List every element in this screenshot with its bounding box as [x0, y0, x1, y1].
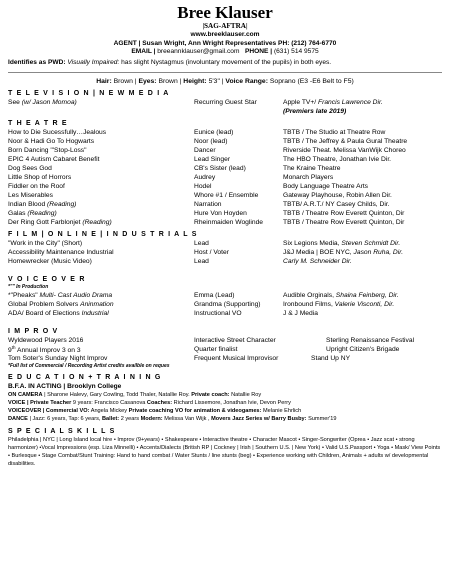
- agent-line: AGENT | Susan Wright, Ann Wright Representatives PH: (212) 764-6770: [113, 39, 337, 47]
- credit-project: Global Problem Solvers: [8, 300, 81, 308]
- credit-project: How to Die Sucessfully…Jealous: [8, 128, 107, 136]
- credit-role: Quarter finalist: [194, 345, 238, 353]
- section-special-skills: S P E C I A L S K I L L S: [8, 427, 116, 435]
- credit-project: Der Ring Gott Farblonjet: [8, 218, 81, 226]
- credit-project: Born Dancing '"Stop-Loss": [8, 146, 87, 154]
- credit-project-note: Industrial: [81, 309, 109, 317]
- training-modern-label: Modern:: [140, 416, 163, 423]
- training-label: ON CAMERA: [8, 391, 43, 398]
- training-series: Summer'19: [308, 416, 337, 423]
- credit-row: [8, 98, 442, 107]
- credit-role: Emma (Lead): [194, 291, 235, 299]
- eyes-label: Eyes:: [138, 77, 157, 85]
- section-theatre: T H E A T R E: [8, 119, 68, 127]
- training-label: VOICEOVER | Commercial VO:: [8, 408, 90, 415]
- credit-director: Valerie Visconti, Dir.: [334, 300, 395, 308]
- eyes-value: Brown: [158, 77, 178, 85]
- training-ballet-label: Ballet:: [102, 416, 120, 423]
- credit-role: Lead: [194, 239, 209, 247]
- degree: B.F.A. IN ACTING | Brooklyn College: [8, 382, 122, 390]
- training-line: [8, 391, 442, 399]
- table-row: [8, 218, 442, 227]
- table-row: [8, 291, 442, 300]
- website[interactable]: www.breeklauser.com: [190, 31, 260, 38]
- credit-company: TBTB / Theatre Row Everett Quinton, Dir: [283, 218, 405, 226]
- resume-page: [8, 0, 442, 468]
- credit-project: Indian Blood: [8, 200, 46, 208]
- in-production-note: *"" In Production: [8, 283, 49, 290]
- training-modern: Melissa Van Wijk ,: [164, 416, 210, 423]
- training-coach: Richard Lissemore, Jonathan Ivie, Devon Perry: [173, 399, 291, 406]
- table-row: [8, 257, 442, 266]
- credit-role: Host / Voter: [194, 248, 229, 256]
- training-label: DANCE: [8, 416, 28, 423]
- credit-project-number: 9: [8, 347, 12, 355]
- credit-company: Upright Citizen's Brigade: [326, 345, 400, 353]
- credit-project-note: Aninmation: [80, 300, 114, 308]
- training-text: 9 years: Francisco Casanova: [72, 399, 146, 406]
- credit-project-note: (Reading): [82, 218, 112, 226]
- credit-role: Narration: [194, 200, 222, 208]
- training-coach-label: Coaches:: [146, 399, 173, 406]
- credit-project-note: (Reading): [27, 209, 57, 217]
- table-row: [8, 239, 442, 248]
- email-link[interactable]: breeannklauser@gmail.com: [157, 48, 240, 56]
- table-row: [8, 137, 442, 146]
- table-row: [8, 155, 442, 164]
- credit-project: Fiddler on the Roof: [8, 182, 65, 190]
- section-film: F I L M | O N L I N E | I N D U S T R I A L S: [8, 230, 198, 238]
- skills-text: Philadelphia | NYC | Long Island local hire • Improv (9+years) • Shakespeare • Interactive theatre • Character Mascot • Singer-Songwriter (Oprea • Jazz scat • strong harmonizer) •Vocal Impressions (esp. Liza Minnelli) • Accents/Dialects (British RP | Cockney | Irish | Southern U.S. | New York) • Valid U.S.Passport • Yoga • Mask/ View Points • Burlesque • Stage Combat/Stunt Training: Hand to hand combat / Water Stunts / line stunts (beg) • Experience working with Children, Animals + adults w/ developmental disabilities.: [8, 436, 441, 468]
- credit-project: Wyldewood Players 2016: [8, 336, 84, 344]
- credit-project: Dog Sees God: [8, 164, 52, 172]
- credit-role: Dancer: [194, 146, 216, 154]
- credit-project: Homewrecker (Music Video): [8, 257, 92, 265]
- credit-role: Frequent Musical Improvisor: [194, 354, 279, 362]
- pwd-type: Visually Impaired:: [67, 58, 120, 66]
- height-value: 5'3": [208, 77, 220, 85]
- training-coach: Melanie Ehrlich: [262, 408, 302, 415]
- voice-range-value: Soprano (E3 -E6 Belt to F5): [269, 77, 354, 85]
- hair-label: Hair:: [96, 77, 112, 85]
- training-coach-label: Private coach:: [191, 391, 230, 398]
- credit-project: Les Miserables: [8, 191, 53, 199]
- union-affiliation: |SAG-AFTRA|: [202, 22, 248, 30]
- credit-company: Six Legions Media,: [283, 239, 340, 247]
- table-row: [8, 248, 442, 257]
- credit-role: Eunice (lead): [194, 128, 234, 136]
- credit-role: CB's Sister (lead): [194, 164, 246, 172]
- credit-company: J&J Media | BOE NYC,: [283, 248, 352, 256]
- training-text: | Jazz: 6 years, Tap: 6 years,: [29, 416, 101, 423]
- pwd-text: has slight Nystagmus (involuntary movement of the pupils) in both eyes.: [121, 58, 332, 66]
- credit-company: TBTB / Theatre Row Everett Quinton, Dir: [283, 209, 405, 217]
- training-text: | Sharone Halevy, Gary Cowling, Todd Thaler, Natallie Roy.: [44, 391, 190, 398]
- email-label: EMAIL |: [131, 48, 156, 56]
- credit-company: Apple TV+/: [283, 98, 317, 106]
- credit-director: Steven Schmidt Dir.: [341, 239, 401, 247]
- credit-company: Audible Orginals,: [283, 291, 334, 299]
- credit-project: ADA/ Board of Elections: [8, 309, 82, 317]
- credit-company: J & J Media: [283, 309, 318, 317]
- credit-role: Interactive Street Character: [194, 336, 276, 344]
- credit-company: The Kraine Theatre: [283, 164, 341, 172]
- table-row: [8, 345, 442, 354]
- hair-value: Brown: [113, 77, 133, 85]
- credit-project-note: (Reading): [47, 200, 77, 208]
- stats-line: Hair: Brown | Eyes: Brown | Height: 5'3" | Voice Range: Soprano (E3 -E6 Belt to F5): [96, 77, 354, 85]
- section-voice-over: V O I C E O V E R: [8, 275, 86, 283]
- table-row: [8, 309, 442, 318]
- credit-company: Stand Up NY: [311, 354, 351, 362]
- credits-available-note: *Full list of Commercial / Recording Artist credits availble on reques: [8, 362, 170, 369]
- section-education: E D U C A T I O N + T R A I N I N G: [8, 373, 162, 381]
- training-line: [8, 407, 442, 415]
- pwd-line: [8, 58, 442, 67]
- table-row: [8, 336, 442, 345]
- table-row: [8, 164, 442, 173]
- credit-role: Recurring Guest Star: [194, 98, 257, 106]
- table-row: [8, 191, 442, 200]
- credit-project: Noor & Hadi Go To Hogwarts: [8, 137, 95, 145]
- credit-role: Lead: [194, 257, 209, 265]
- credit-company: TBTB / The Studio at Theatre Row: [283, 128, 386, 136]
- credit-role: Hodel: [194, 182, 212, 190]
- credit-company: Monarch Players: [283, 173, 334, 181]
- phone-label: PHONE |: [244, 48, 273, 56]
- training-line: [8, 415, 442, 423]
- training-text: Angela Mickey: [90, 408, 128, 415]
- ordinal-suffix: th: [11, 344, 16, 350]
- credit-project: Little Shop of Horrors: [8, 173, 72, 181]
- credit-project: See: [8, 98, 20, 106]
- credit-company: Riverside Theat. Melissa VanWijk Choreo: [283, 146, 406, 154]
- table-row: [8, 146, 442, 155]
- table-row: [8, 200, 442, 209]
- resume-name: Bree Klauser: [177, 3, 273, 22]
- credit-role: Grandma (Supporting): [194, 300, 261, 308]
- credit-company: TBTB/ A.R.T./ NY Casey Childs, Dir.: [283, 200, 390, 208]
- height-label: Height:: [183, 77, 207, 85]
- credit-role: Rheinmaiden Woglinde: [194, 218, 264, 226]
- table-row: [8, 128, 442, 137]
- credit-project-note: Multi- Cast Audio Drama: [39, 291, 113, 299]
- table-row: [8, 173, 442, 182]
- credit-project: Galas: [8, 209, 26, 217]
- section-television: T E L E V I S I O N | N E W M E D I A: [8, 89, 170, 97]
- credit-company: Sterling Renaissance Festival: [326, 336, 415, 344]
- credit-director: Jason Ruha, Dir.: [353, 248, 404, 256]
- credit-company: TBTB / The Jeffrey & Paula Gural Theatre: [283, 137, 408, 145]
- phone-number: (631) 514 9575: [273, 48, 319, 56]
- voice-range-label: Voice Range:: [225, 77, 268, 85]
- credit-company: Body Language Theatre Arts: [283, 182, 369, 190]
- divider: [8, 72, 442, 73]
- contact-line: [8, 48, 442, 57]
- training-ballet: 2 years: [120, 416, 140, 423]
- training-coach: Natallie Roy: [231, 391, 262, 398]
- credit-director: Carly M. Schneider Dir.: [283, 257, 352, 265]
- credit-project: "Work in the City" (Short): [8, 239, 83, 247]
- credit-role: Hure Von Hoyden: [194, 209, 247, 217]
- credit-role: Lead Singer: [194, 155, 231, 163]
- credit-premiere-note: (Premiers late 2019): [283, 107, 347, 115]
- credit-role: Whore #1 / Ensemble: [194, 191, 259, 199]
- credit-project: Accessibility Maintenance Industrial: [8, 248, 114, 256]
- credit-project-note: (w/ Jason Momoa): [21, 98, 77, 106]
- credit-project: EPIC 4 Autism Cabaret Benefit: [8, 155, 100, 163]
- table-row: [8, 354, 442, 363]
- section-improv: I M P R O V: [8, 327, 59, 335]
- credit-role: Audrey: [194, 173, 216, 181]
- credit-company: Gateway Playhouse, Robin Allen Dir.: [283, 191, 392, 199]
- pwd-label: Identifies as PWD:: [8, 58, 66, 66]
- credit-director: Shaina Feinberg, Dir.: [335, 291, 399, 299]
- credit-project: Annual Improv 3 on 3: [15, 347, 81, 355]
- credit-role: Instructional VO: [194, 309, 242, 317]
- credit-director: Francis Lawrence Dir.: [318, 98, 383, 106]
- training-series-label: Movers Jazz Series w/ Barry Busby:: [211, 416, 307, 423]
- theatre-list: [8, 128, 442, 227]
- credit-company: The HBO Theatre, Jonathan Ivie Dir.: [283, 155, 392, 163]
- credit-row-cont: [8, 107, 442, 116]
- table-row: [8, 300, 442, 309]
- credit-project: *"Pheaks": [8, 291, 40, 299]
- training-label: VOICE | Private Teacher: [8, 399, 72, 406]
- credit-company: Ironbound Films,: [283, 300, 333, 308]
- credit-role: Noor (lead): [194, 137, 228, 145]
- table-row: [8, 209, 442, 218]
- training-line: [8, 399, 442, 407]
- training-coach-label: Private coaching VO for animation & videogames:: [128, 408, 262, 415]
- table-row: [8, 182, 442, 191]
- credit-project: Tom Soter's Sunday Night Improv: [8, 354, 108, 362]
